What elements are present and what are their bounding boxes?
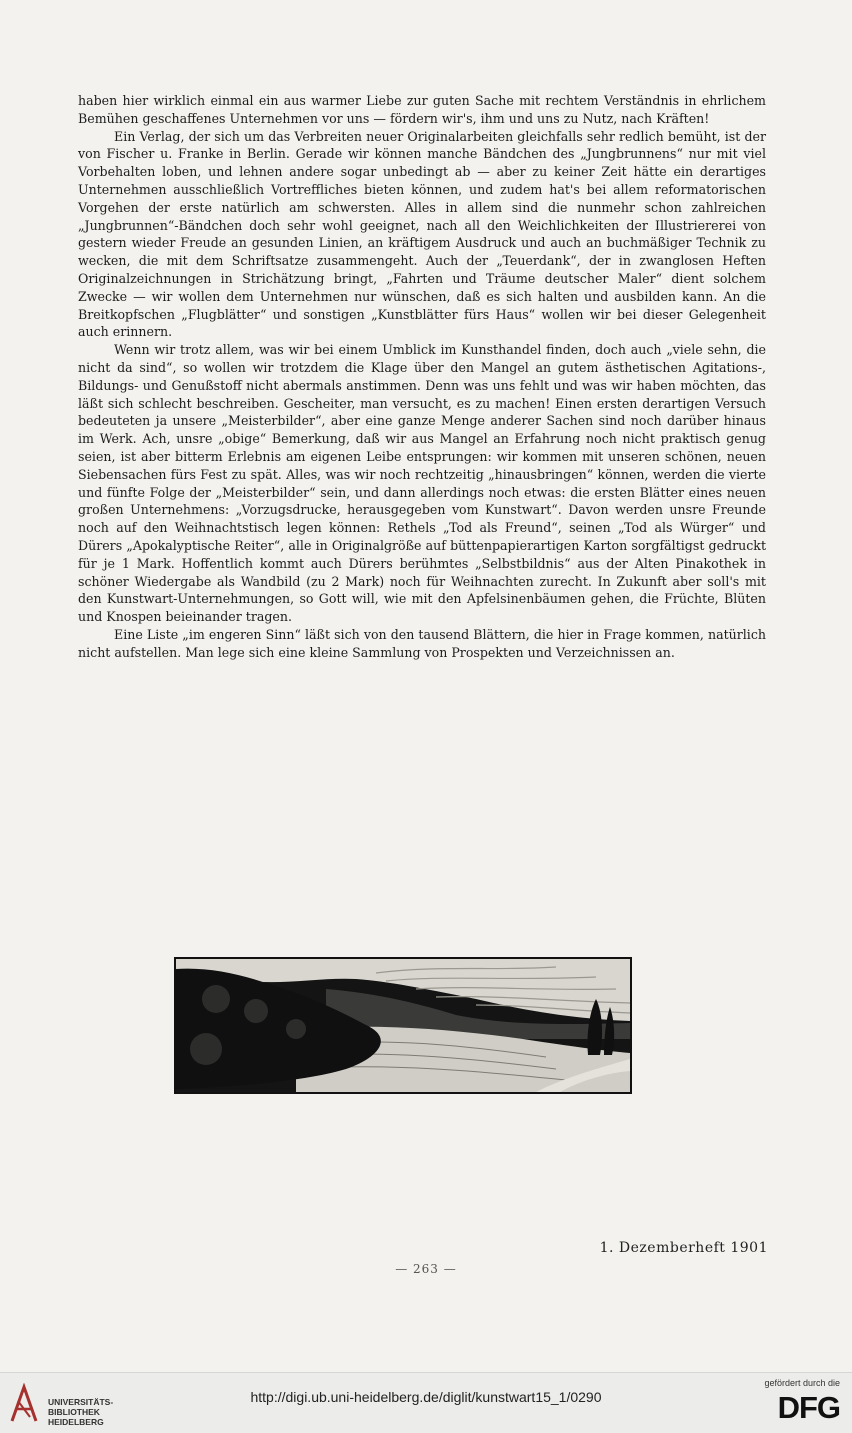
- funded-by-label: gefördert durch die: [764, 1378, 840, 1388]
- landscape-woodcut-illustration: [174, 957, 632, 1094]
- paragraph-2: Ein Verlag, der sich um das Verbreiten neuer Originalarbeiten gleichfalls sehr redlich bemüht, ist der von Fischer u. Franke in Berlin. Gerade wir können manche Bändchen des „Jungbrunnens“ nur mit viel Vorbehalten loben, und lehnen andere sogar unbedingt ab — aber zu keiner Zeit hätte ein derartiges Unternehmen ausschließlich Vortreffliches bieten können, und zudem hat's bei allem reformatorischen Vorgehen der erste natürlich am schwersten. Alles in allem sind die nunmehr schon zahlreichen „Jungbrunnen“-Bändchen doch sehr wohl geeignet, nach all den Weichlichkeiten der Illustriererei von gestern wieder Freude an gesunden Linien, an kräftigem Ausdruck und auch an buchmäßiger Technik zu wecken, die mit dem Schriftsatze zusammengeht. Auch der „Teuerdank“, der in zwanglosen Heften Originalzeichnungen in Strichätzung bringt, „Fahrten und Träume deutscher Maler“ dient solchem Zwecke — wir wollen dem Unternehmen nur wünschen, daß es sich halten und ausbilden kann. An die Breitkopfschen „Flugblätter“ und sonstigen „Kunstblätter fürs Haus“ wollen wir bei dieser Gelegenheit auch erinnern.: [78, 128, 766, 340]
- landscape-woodcut-image: [176, 959, 630, 1092]
- viewer-footer: [0, 1372, 852, 1433]
- paragraph-1: haben hier wirklich einmal ein aus warmer Liebe zur guten Sache mit rechtem Verständnis in ehrlichem Bemühen geschaffenes Unternehmen vor uns — fördern wir's, ihm und uns zu Nutz, nach Kräften!: [78, 93, 766, 126]
- document-url[interactable]: http://digi.ub.uni-heidelberg.de/diglit/kunstwart15_1/0290: [250, 1389, 602, 1405]
- issue-line: 1. Dezemberheft 1901: [599, 1240, 768, 1256]
- body-text: [78, 92, 766, 662]
- dfg-logo[interactable]: DFG: [777, 1390, 840, 1425]
- paragraph-3: Wenn wir trotz allem, was wir bei einem Umblick im Kunsthandel finden, doch auch „viele sehn, die nicht da sind“, so wollen wir trotzdem die Klage über den Mangel an gutem ästhetischen Agitations-, Bildungs- und Genußstoff nicht abermals anstimmen. Denn was uns fehlt und was wir haben möchten, das läßt sich schlecht beschreiben. Gescheiter, man versucht, es zu machen! Einen ersten derartigen Versuch bedeuteten ja unsere „Meisterbilder“, aber eine ganze Menge anderer Sachen sind noch darüber hinaus im Werk. Ach, unsre „obige“ Bemerkung, daß wir aus Mangel an Erfahrung noch nicht praktisch genug seien, ist aber bitterm Erlebnis am eigenen Leibe entsprungen: wir kommen mit unseren schönen, neuen Siebensachen fürs Fest zu spät. Alles, was wir noch rechtzeitig „hinausbringen“ können, werden die vierte und fünfte Folge der „Meisterbilder“ sein, und dann allerdings noch etwas: die ersten Blätter eines neuen großen Unternehmens: „Vorzugsdrucke, herausgegeben vom Kunstwart“. Davon werden unsre Freunde noch auf den Weihnachtstisch legen können: Rethels „Tod als Freund“, seinen „Tod als Würger“ und Dürers „Apokalyptische Reiter“, alle in Originalgröße auf büttenpapierartigen Karton sorgfältigst gedruckt für je 1 Mark. Hoffentlich kommt auch Dürers berühmtes „Selbstbildnis“ aus der Alten Pinakothek in schöner Wiedergabe als Wandbild (zu 2 Mark) noch für Weihnachten zurecht. In Zukunft aber soll's mit den Kunstwart-Unternehmungen, so Gott will, wie mit den Apfelsinenbäumen gehen, die Früchte, Blüten und Knospen beieinander tragen.: [78, 342, 766, 625]
- library-name: UNIVERSITÄTS-BIBLIOTHEK HEIDELBERG: [48, 1397, 114, 1427]
- page-number: — 263 —: [395, 1262, 457, 1276]
- paragraph-4: Eine Liste „im engeren Sinn“ läßt sich von den tausend Blättern, die hier in Frage kommen, natürlich nicht aufstellen. Man lege sich eine kleine Sammlung von Prospekten und Verzeichnissen an.: [78, 626, 766, 660]
